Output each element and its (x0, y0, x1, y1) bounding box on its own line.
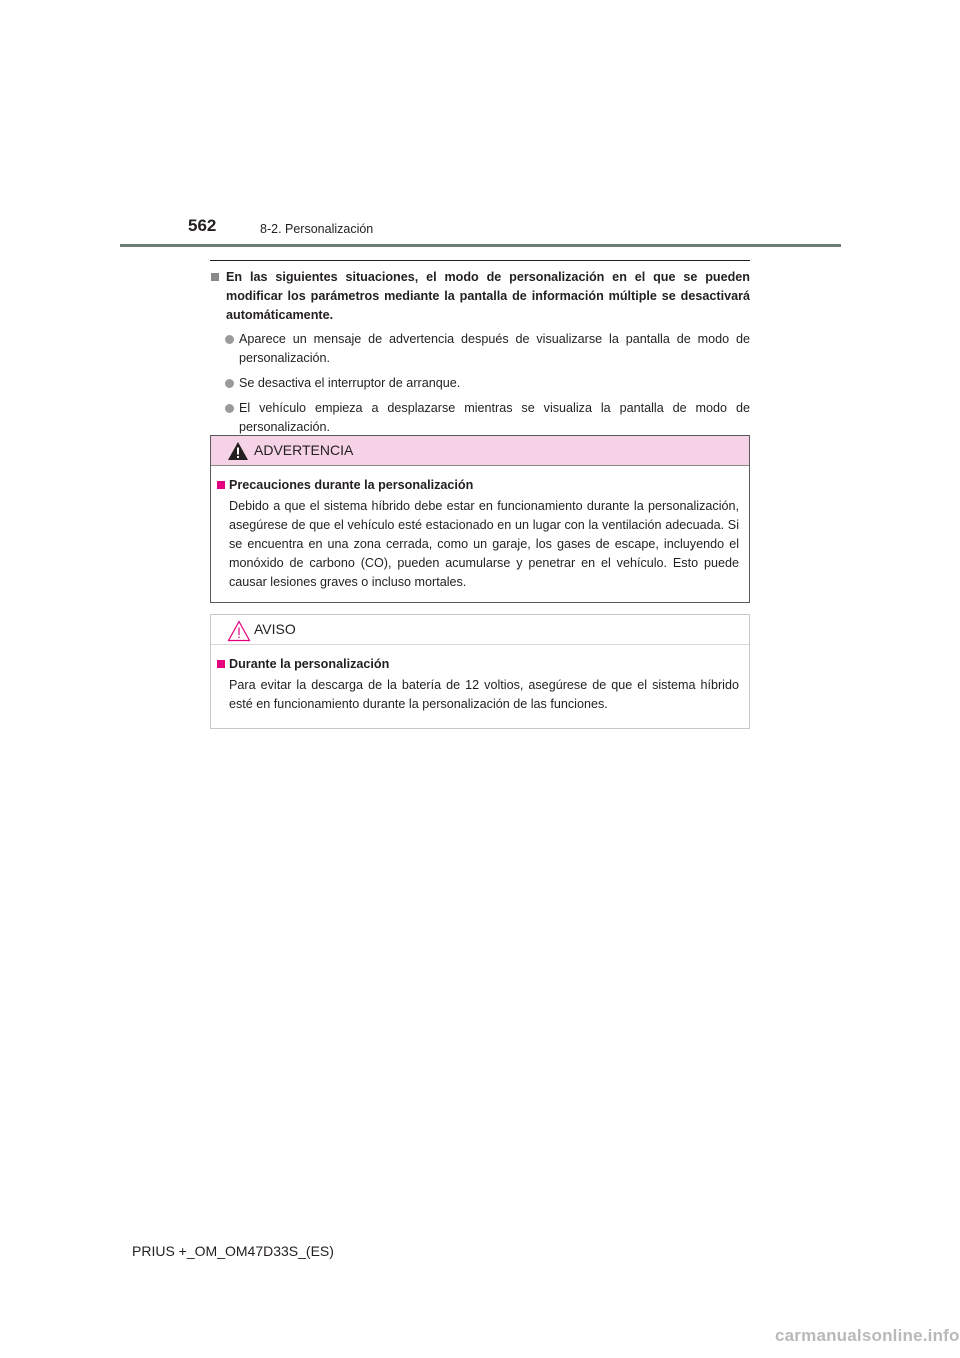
notice-box-body (211, 645, 749, 714)
round-bullet-icon (225, 404, 234, 413)
footer-doc-code: PRIUS +_OM_OM47D33S_(ES) (132, 1243, 334, 1259)
warning-box-body (211, 466, 749, 592)
list-item (210, 330, 750, 368)
page-number: 562 (188, 216, 217, 235)
watermark: carmanualsonline.info (775, 1326, 960, 1345)
header-rule (120, 244, 841, 247)
warning-heading-text: Precauciones durante la personalización (229, 478, 474, 492)
notice-box-title: AVISO (254, 621, 296, 637)
intro-bullet-list (210, 330, 750, 437)
notice-heading (217, 655, 739, 674)
notice-heading-text: Durante la personalización (229, 657, 390, 671)
notice-box (210, 614, 750, 729)
warning-box-title: ADVERTENCIA (254, 442, 354, 458)
round-bullet-icon (225, 335, 234, 344)
caution-triangle-outline-icon (227, 620, 251, 647)
notice-box-header (211, 615, 749, 645)
content-top-rule (210, 260, 750, 261)
list-item (210, 374, 750, 393)
list-item-text: Aparece un mensaje de advertencia después de visualizarse la pantalla de modo de personalización. (239, 332, 750, 365)
list-item-text: El vehículo empieza a desplazarse mientras se visualiza la pantalla de modo de personalización. (239, 401, 750, 434)
warning-box (210, 435, 750, 603)
warning-box-header (211, 436, 749, 466)
list-item-text: Se desactiva el interruptor de arranque. (239, 376, 461, 390)
section-title: 8-2. Personalización (260, 222, 374, 236)
warning-text: Debido a que el sistema híbrido debe estar en funcionamiento durante la personalización, asegúrese de que el vehículo esté estacionado en un lugar con la ventilación adecuada. Si se encuentra en una zona cerrada, como un garaje, los gases de escape, incluyendo el monóxido de carbono (CO), pueden acumularse y penetrar en el vehículo. Esto puede causar lesiones graves o incluso mortales. (229, 499, 739, 589)
intro-section (210, 268, 750, 443)
intro-heading (210, 268, 750, 325)
warning-heading (217, 476, 739, 495)
intro-heading-text: En las siguientes situaciones, el modo de personalización en el que se pueden modificar los parámetros mediante la pantalla de información múltiple se desactivará automáticamente. (226, 270, 750, 322)
list-item (210, 399, 750, 437)
square-bullet-icon (211, 273, 219, 281)
square-bullet-icon (217, 660, 225, 668)
warning-triangle-icon (227, 441, 249, 466)
notice-text: Para evitar la descarga de la batería de 12 voltios, asegúrese de que el sistema híbrido esté en funcionamiento durante la personalización de las funciones. (229, 678, 739, 711)
round-bullet-icon (225, 379, 234, 388)
square-bullet-icon (217, 481, 225, 489)
